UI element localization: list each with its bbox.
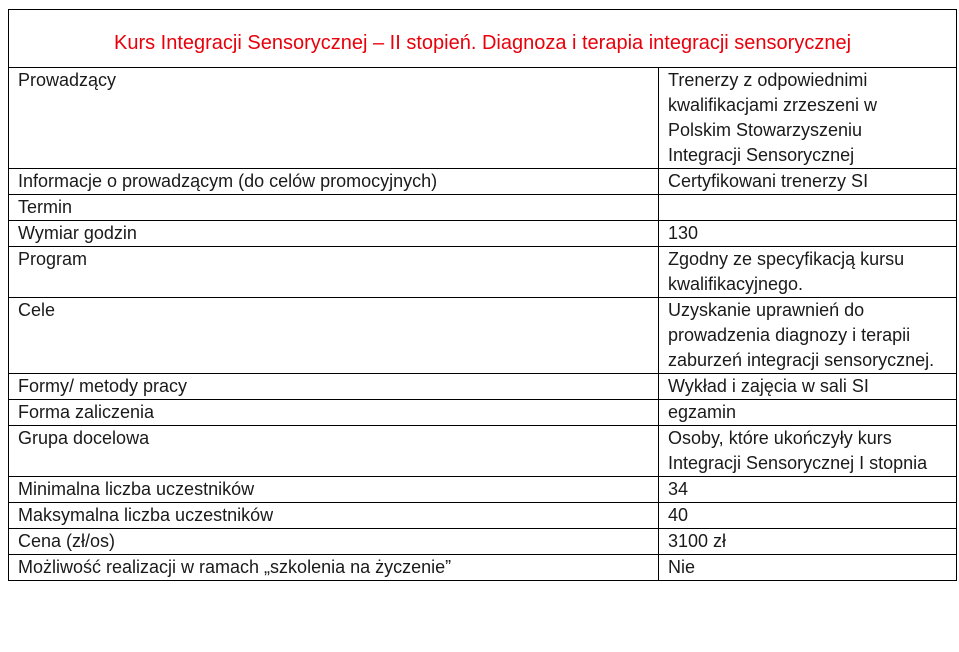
row-label-prowadzacy: Prowadzący <box>9 68 659 169</box>
row-value-wymiar-godzin: 130 <box>659 221 957 247</box>
row-label-wymiar-godzin: Wymiar godzin <box>9 221 659 247</box>
table-row <box>9 169 957 195</box>
row-value-cele: Uzyskanie uprawnień do prowadzenia diagnozy i terapii zaburzeń integracji sensorycznej. <box>659 298 957 374</box>
table-row <box>9 555 957 581</box>
row-label-cena: Cena (zł/os) <box>9 529 659 555</box>
table-row <box>9 426 957 477</box>
row-value-min-uczestnikow: 34 <box>659 477 957 503</box>
row-label-formy: Formy/ metody pracy <box>9 374 659 400</box>
table-row <box>9 374 957 400</box>
row-value-prowadzacy: Trenerzy z odpowiednimi kwalifikacjami zrzeszeni w Polskim Stowarzyszeniu Integracji Sensorycznej <box>659 68 957 169</box>
row-value-program: Zgodny ze specyfikacją kursu kwalifikacyjnego. <box>659 247 957 298</box>
row-value-szkolenie-na-zyczenie: Nie <box>659 555 957 581</box>
row-value-formy: Wykład i zajęcia w sali SI <box>659 374 957 400</box>
table-row <box>9 477 957 503</box>
row-value-termin <box>659 195 957 221</box>
row-label-program: Program <box>9 247 659 298</box>
table-row <box>9 298 957 374</box>
table-row <box>9 68 957 169</box>
row-value-max-uczestnikow: 40 <box>659 503 957 529</box>
table-row <box>9 400 957 426</box>
title-row <box>9 10 957 68</box>
row-value-cena: 3100 zł <box>659 529 957 555</box>
row-label-max-uczestnikow: Maksymalna liczba uczestników <box>9 503 659 529</box>
table-row <box>9 221 957 247</box>
row-label-informacje: Informacje o prowadzącym (do celów promocyjnych) <box>9 169 659 195</box>
row-label-szkolenie-na-zyczenie: Możliwość realizacji w ramach „szkolenia na życzenie” <box>9 555 659 581</box>
table-row <box>9 247 957 298</box>
row-label-cele: Cele <box>9 298 659 374</box>
row-label-min-uczestnikow: Minimalna liczba uczestników <box>9 477 659 503</box>
row-label-forma-zaliczenia: Forma zaliczenia <box>9 400 659 426</box>
row-value-forma-zaliczenia: egzamin <box>659 400 957 426</box>
course-title: Kurs Integracji Sensorycznej – II stopień. Diagnoza i terapia integracji sensorycznej <box>9 10 957 68</box>
row-label-grupa-docelowa: Grupa docelowa <box>9 426 659 477</box>
row-value-informacje: Certyfikowani trenerzy SI <box>659 169 957 195</box>
row-value-grupa-docelowa: Osoby, które ukończyły kurs Integracji Sensorycznej I stopnia <box>659 426 957 477</box>
course-info-document <box>8 9 956 581</box>
table-row <box>9 195 957 221</box>
table-row <box>9 529 957 555</box>
course-info-table <box>8 9 957 581</box>
table-row <box>9 503 957 529</box>
row-label-termin: Termin <box>9 195 659 221</box>
